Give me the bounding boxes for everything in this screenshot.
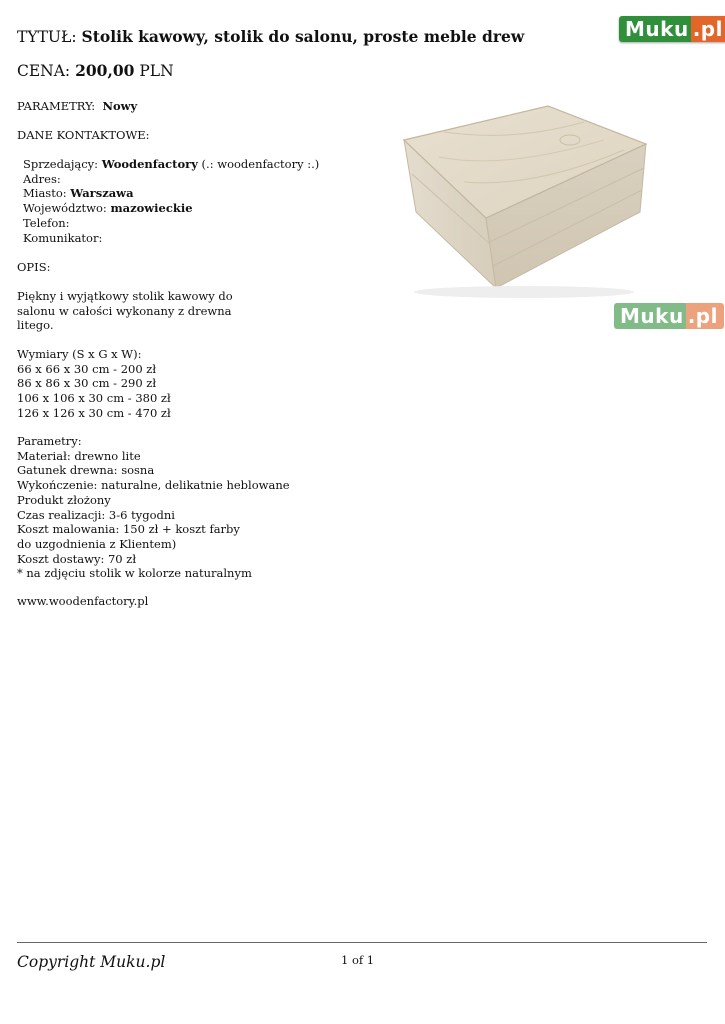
- region-value: mazowieckie: [110, 201, 193, 216]
- text-line: Produkt złożony: [17, 492, 111, 507]
- listing-title: [17, 27, 524, 46]
- price-value: 200,00: [75, 61, 135, 80]
- params-line: [17, 99, 137, 114]
- text-line: Gatunek drewna: sosna: [17, 463, 155, 478]
- listing-price: [17, 61, 174, 80]
- params-label: PARAMETRY:: [17, 99, 96, 113]
- watermark-part-pl: .pl: [686, 303, 724, 329]
- logo-part-muku: Muku: [619, 16, 691, 42]
- page-number: 1 of 1: [341, 953, 375, 967]
- watermark-part-muku: Muku: [614, 303, 686, 329]
- text-line: salonu w całości wykonany z drewna: [17, 303, 232, 318]
- text-line: Parametry:: [17, 434, 82, 448]
- contact-block: [23, 157, 319, 245]
- copyright-text: Copyright Muku.pl: [17, 953, 166, 971]
- seller-line: [23, 157, 319, 172]
- title-label: TYTUŁ:: [17, 28, 77, 46]
- text-line: Czas realizacji: 3-6 tygodni: [17, 507, 175, 522]
- address-label: Adres:: [23, 171, 61, 186]
- phone-label: Telefon:: [23, 215, 70, 230]
- text-line: 126 x 126 x 30 cm - 470 zł: [17, 405, 171, 420]
- messenger-label: Komunikator:: [23, 230, 103, 245]
- city-line: [23, 186, 319, 201]
- website-link[interactable]: www.woodenfactory.pl: [17, 594, 149, 608]
- text-line: 86 x 86 x 30 cm - 290 zł: [17, 376, 157, 391]
- region-line: [23, 201, 319, 216]
- seller-name[interactable]: Woodenfactory: [101, 157, 198, 171]
- city-value: Warszawa: [70, 186, 134, 201]
- logo-part-pl: .pl: [691, 16, 725, 42]
- description-heading: OPIS:: [17, 260, 51, 274]
- muku-watermark: [614, 303, 724, 329]
- seller-label: Sprzedający:: [23, 157, 99, 171]
- text-line: Koszt malowania: 150 zł + koszt farby: [17, 522, 240, 537]
- region-label: Województwo:: [23, 201, 107, 216]
- description-dimensions: [17, 347, 171, 421]
- title-value: Stolik kawowy, stolik do salonu, proste meble drew: [81, 27, 525, 46]
- contact-heading: DANE KONTAKTOWE:: [17, 128, 150, 142]
- footer-divider: [17, 942, 707, 943]
- text-line: do uzgodnienia z Klientem): [17, 536, 177, 551]
- text-line: 66 x 66 x 30 cm - 200 zł: [17, 361, 157, 376]
- coffee-table-image: [344, 62, 707, 334]
- text-line: Wykończenie: naturalne, delikatnie heblowane: [17, 478, 290, 493]
- text-line: Koszt dostawy: 70 zł: [17, 551, 137, 566]
- seller-nick: (.: woodenfactory :.): [201, 157, 320, 171]
- city-label: Miasto:: [23, 186, 67, 201]
- description-parameters: [17, 434, 290, 581]
- params-value: Nowy: [102, 99, 138, 113]
- text-line: Piękny i wyjątkowy stolik kawowy do: [17, 289, 233, 303]
- text-line: 106 x 106 x 30 cm - 380 zł: [17, 391, 171, 406]
- text-line: * na zdjęciu stolik w kolorze naturalnym: [17, 566, 252, 581]
- price-currency: PLN: [139, 62, 174, 80]
- product-photo: [344, 62, 707, 334]
- muku-logo[interactable]: [619, 16, 725, 42]
- description-intro: [17, 289, 233, 333]
- text-line: Materiał: drewno lite: [17, 448, 141, 463]
- price-label: CENA:: [17, 62, 71, 80]
- text-line: litego.: [17, 318, 54, 333]
- text-line: Wymiary (S x G x W):: [17, 347, 142, 361]
